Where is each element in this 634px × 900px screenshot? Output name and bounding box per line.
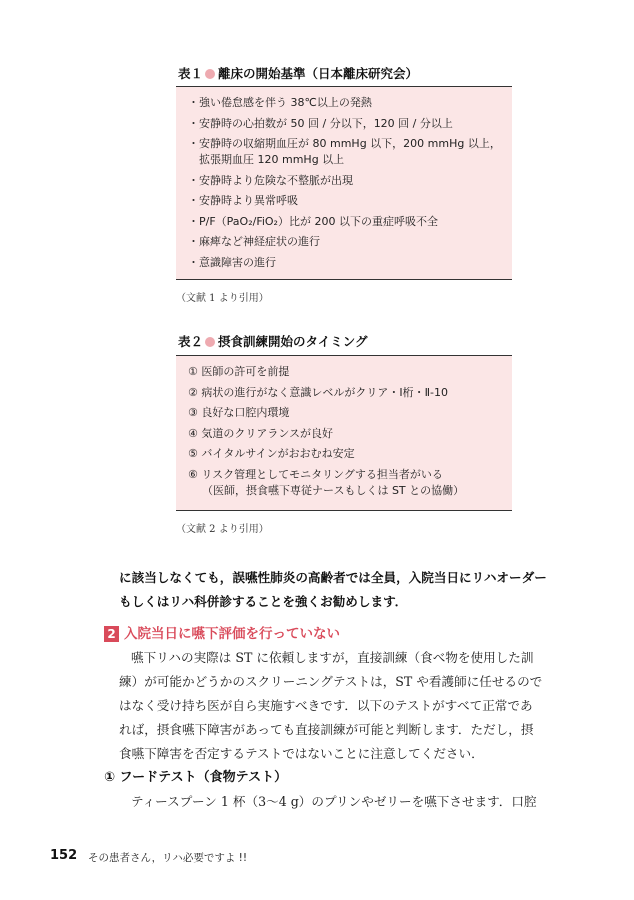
paragraph-line: はなく受け持ち医が自ら実施すべきです．以下のテストがすべて正常であ bbox=[119, 698, 533, 713]
table1-title: 離床の開始基準（日本離床研究会） bbox=[218, 66, 419, 81]
paragraph-line: ティースプーン 1 杯（3～4 g）のプリンやゼリーを嚥下させます．口腔 bbox=[131, 794, 537, 809]
section-heading bbox=[104, 622, 340, 642]
list-item: ① 医師の許可を前提 bbox=[188, 365, 290, 378]
list-item: ・強い倦怠感を伴う 38℃以上の発熱 bbox=[188, 96, 372, 109]
list-item: ④ 気道のクリアランスが良好 bbox=[188, 426, 334, 440]
table2-source: （文献 2 より引用） bbox=[176, 524, 269, 535]
running-footer-title: その患者さん，リハ必要ですよ !! bbox=[88, 852, 248, 864]
paragraph-line: 食嚥下障害を否定するテストではないことに注意してください． bbox=[119, 746, 484, 761]
table1-caption bbox=[178, 64, 418, 82]
section-number: 2 bbox=[104, 626, 119, 642]
paragraph-line: れば，摂食嚥下障害があっても直接訓練が可能と判断します．ただし，摂 bbox=[119, 722, 534, 737]
body-bold-line: もしくはリハ科併診することを強くお勧めします． bbox=[119, 594, 408, 609]
list-item-continuation: （医師，摂食嚥下専従ナースもしくは ST との協働） bbox=[202, 483, 465, 497]
list-item: ⑥ リスク管理としてモニタリングする担当者がいる （医師，摂食嚥下専従ナースもしくは ST との協働） bbox=[188, 467, 512, 499]
paragraph-line: 嚥下リハの実際は ST に依頼しますが，直接訓練（食べ物を使用した訓 bbox=[131, 650, 534, 665]
list-item: ・安静時より異常呼吸 bbox=[188, 194, 298, 207]
table2-label: 表２ bbox=[178, 334, 204, 349]
section-title: 入院当日に嚥下評価を行っていない bbox=[124, 626, 340, 642]
table1-source: （文献 1 より引用） bbox=[176, 293, 269, 304]
page-number: 152 bbox=[50, 848, 78, 863]
list-item: ③ 良好な口腔内環境 bbox=[188, 406, 290, 419]
list-item: ・安静時の心拍数が 50 回 / 分以下，120 回 / 分以上 bbox=[188, 116, 453, 130]
list-item: ・安静時の収縮期血圧が 80 mmHg 以下，200 mmHg 以上， 拡張期血圧 120 mmHg 以上 bbox=[188, 136, 512, 168]
table2-list bbox=[188, 364, 512, 499]
list-item: ・麻痺など神経症状の進行 bbox=[188, 235, 320, 248]
table1-list bbox=[188, 95, 512, 271]
table2-title: 摂食訓練開始のタイミング bbox=[218, 334, 368, 349]
table1-label: 表１ bbox=[178, 66, 204, 81]
subsection-heading: ① フードテスト（食物テスト） bbox=[104, 770, 288, 785]
list-item: ・P/F（PaO₂/FiO₂）比が 200 以下の重症呼吸不全 bbox=[188, 214, 438, 228]
list-item: ・安静時より危険な不整脈が出現 bbox=[188, 173, 353, 187]
table2-box bbox=[176, 355, 512, 511]
list-item: ⑤ バイタルサインがおおむね安定 bbox=[188, 447, 355, 460]
list-item-continuation: 拡張期血圧 120 mmHg 以上 bbox=[199, 153, 345, 166]
table1-box bbox=[176, 86, 512, 280]
list-item: ・意識障害の進行 bbox=[188, 255, 276, 269]
table2-caption bbox=[178, 332, 368, 350]
list-item: ② 病状の進行がなく意識レベルがクリア・Ⅰ桁・Ⅱ-10 bbox=[188, 385, 448, 399]
bullet-dot-icon bbox=[205, 69, 215, 79]
body-bold-line: に該当しなくても，誤嚥性肺炎の高齢者では全員，入院当日にリハオーダー bbox=[119, 570, 547, 585]
paragraph-line: 練）が可能かどうかのスクリーニングテストは，ST や看護師に任せるので bbox=[119, 674, 543, 689]
bullet-dot-icon bbox=[205, 337, 215, 347]
